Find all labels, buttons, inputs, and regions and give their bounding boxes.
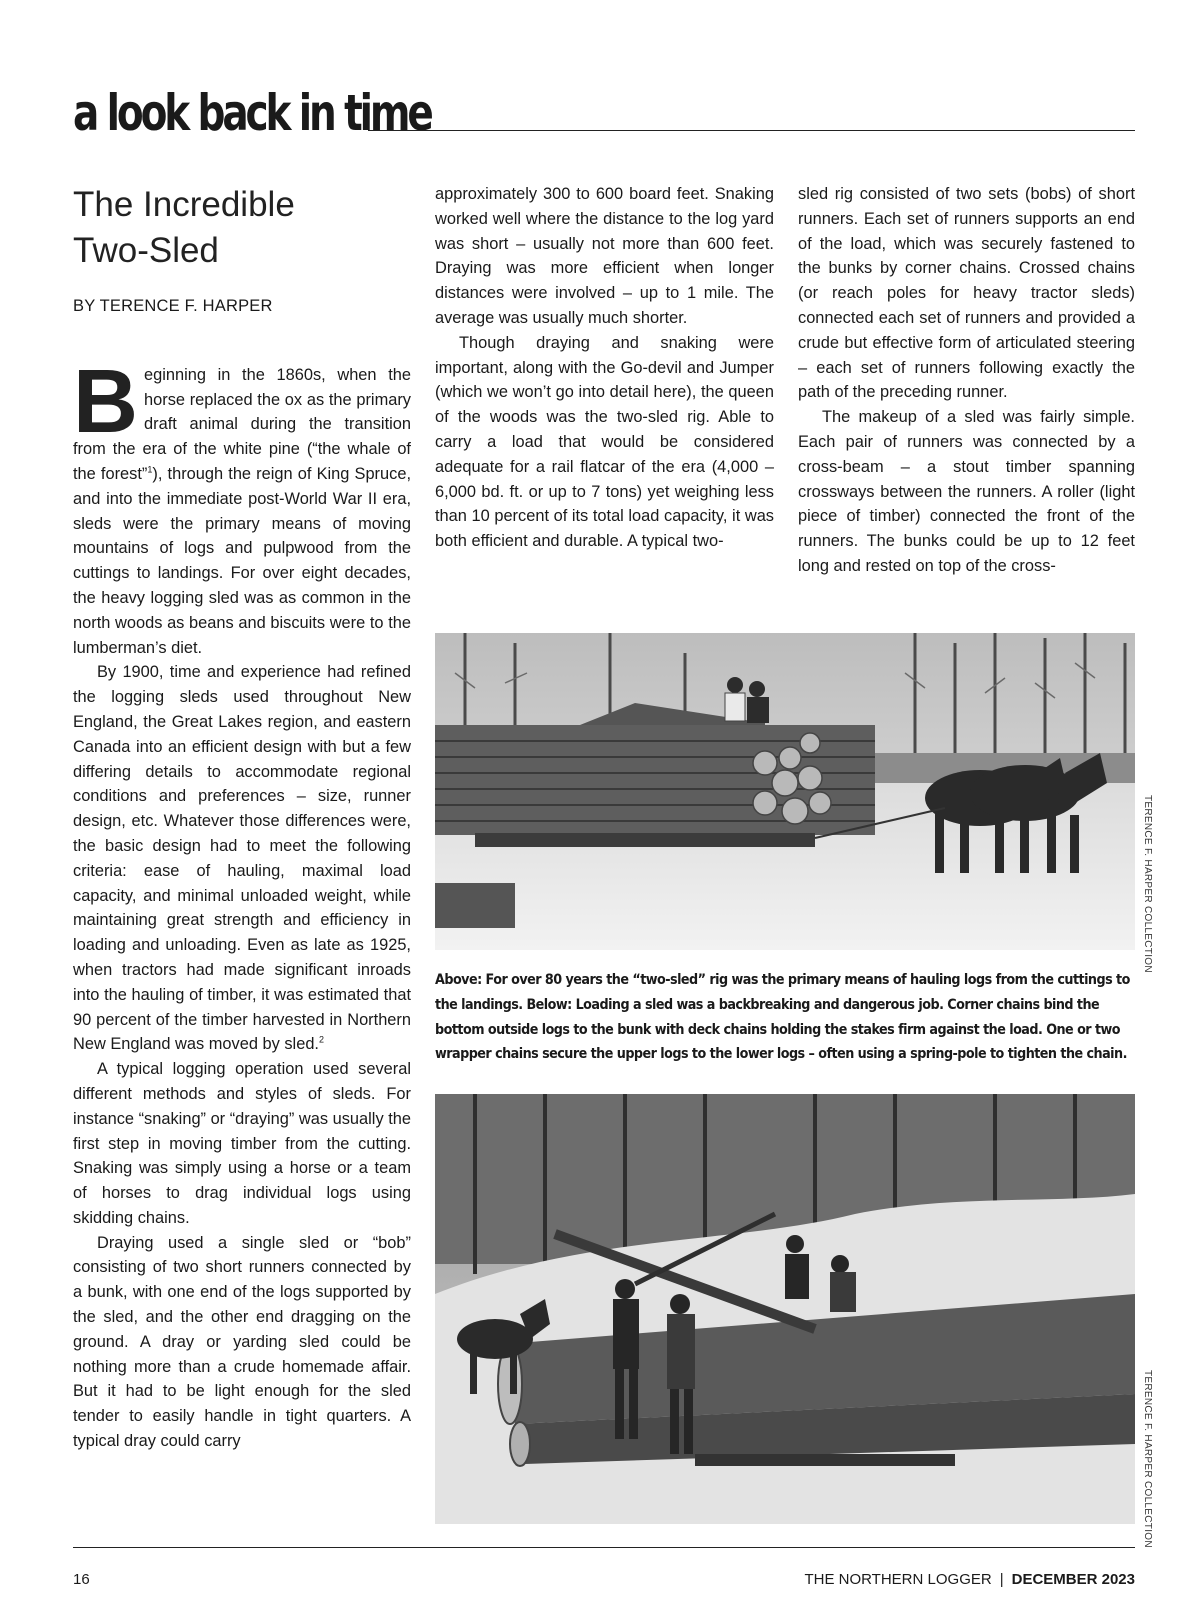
- paragraph: Beginning in the 1860s, when the horse replaced the ox as the primary draft animal during the transition from the era of the white pine (“the whale of the forest”$^1$), through the reign of King Spruce, and into the immediate post-World War II era, sleds were the primary means of moving mountains of logs and pulpwood from the cuttings to landings. For over eight decades, the heavy logging sled was as common in the north woods as beans and biscuits were to the lumberman’s diet.: [73, 351, 411, 657]
- photo-credit: TERENCE F. HARPER COLLECTION: [1142, 1370, 1153, 1548]
- article-column-3: [798, 182, 1135, 579]
- article-title-line-1: The Incredible: [73, 185, 295, 224]
- photo-loading-logs: [435, 1094, 1135, 1524]
- header-rule: [368, 130, 1135, 131]
- footer-separator: |: [999, 1571, 1004, 1588]
- photo-loading-logs-illustration: [435, 1094, 1135, 1524]
- footer-rule: [73, 1547, 1135, 1548]
- footnote-ref: 1: [147, 464, 153, 475]
- issue-date: DECEMBER 2023: [1011, 1571, 1135, 1588]
- section-header: [73, 78, 1135, 142]
- photo-horse-sled-illustration: [435, 633, 1135, 950]
- article-column-1: [73, 182, 411, 1454]
- article-title: [73, 182, 411, 274]
- paragraph: A typical logging operation used several different methods and styles of sleds. For instance “snaking” or “draying” was usually the first step in moving timber from the cutting. Snaking was simply using a horse or a team of horses to drag individual logs using skidding chains.: [73, 1060, 411, 1227]
- paragraph: The makeup of a sled was fairly simple. Each pair of runners was connected by a cross-beam – a stout timber spanning crossways between the runners. A roller (light piece of timber) connected the front of the runners. The bunks could be up to 12 feet long and rested on top of the cross-: [798, 408, 1135, 575]
- publication-name: THE NORTHERN LOGGER: [804, 1571, 992, 1588]
- paragraph: sled rig consisted of two sets (bobs) of short runners. Each set of runners supports an end of the load, which was securely fastened to the bunks by corner chains. Crossed chains (or reach poles for heavy tractor sleds) connected each set of runners and provided a crude but effective form of articulated steering – each set of runners following exactly the path of the preceding runner.: [798, 185, 1135, 402]
- drop-cap: B: [73, 351, 138, 452]
- paragraph: Draying used a single sled or “bob” consisting of two short runners connected by a bunk, with one end of the logs supported by the sled, and the other end dragging on the ground. A dray or yarding sled could be nothing more than a crude homemade affair. But it had to be light enough for the sled tender to easily handle in tight quarters. A typical dray could carry: [73, 1233, 411, 1451]
- paragraph: approximately 300 to 600 board feet. Snaking worked well where the distance to the log yard was short – usually not more than 600 feet. Draying was more efficient when longer distances were involved – up to 1 mile. The average was usually much shorter.: [435, 185, 774, 327]
- photo-horse-sled-log-load: [435, 633, 1135, 950]
- footer-publication: [804, 1571, 1135, 1588]
- article-title-line-2: Two-Sled: [73, 231, 219, 270]
- footnote-ref: 2: [319, 1034, 325, 1045]
- paragraph: Though draying and snaking were important, along with the Go-devil and Jumper (which we won’t go into detail here), the queen of the woods was the two-sled rig. Able to carry a load that would be considered adequate for a rail flatcar of the era (4,000 – 6,000 bd. ft. or up to 7 tons) yet weighing less than 10 percent of its total load capacity, it was both efficient and durable. A typical two-: [435, 333, 774, 551]
- article-column-2: [435, 182, 774, 554]
- byline: BY TERENCE F. HARPER: [73, 297, 273, 315]
- page-number: 16: [73, 1571, 90, 1588]
- photo-credit: TERENCE F. HARPER COLLECTION: [1142, 795, 1153, 973]
- section-title: a look back in time: [73, 84, 431, 142]
- paragraph: By 1900, time and experience had refined the logging sleds used throughout New England, the Great Lakes region, and eastern Canada into an efficient design with but a few differing details to accommodate regional conditions and preferences – size, runner design, etc. Whatever those differences were, the basic design had to meet the following criteria: ease of hauling, maximal load capacity, and minimal unloaded weight, while maintaining great strength and efficiency in loading and unloading. Even as late as 1925, when tractors had made significant inroads into the hauling of timber, it was estimated that 90 percent of the timber harvested in Northern New England was moved by sled.$^2$: [73, 663, 411, 1054]
- photo-caption: Above: For over 80 years the “two-sled” rig was the primary means of hauling logs from the cuttings to the landings. Below: Loading a sled was a backbreaking and dangerous job. Corner chains bind the bottom outside logs to the bunk with deck chains holding the stakes firm against the load. One or two wrapper chains secure the upper logs to the lower logs – often using a spring-pole to tighten the chain.: [435, 972, 1130, 1063]
